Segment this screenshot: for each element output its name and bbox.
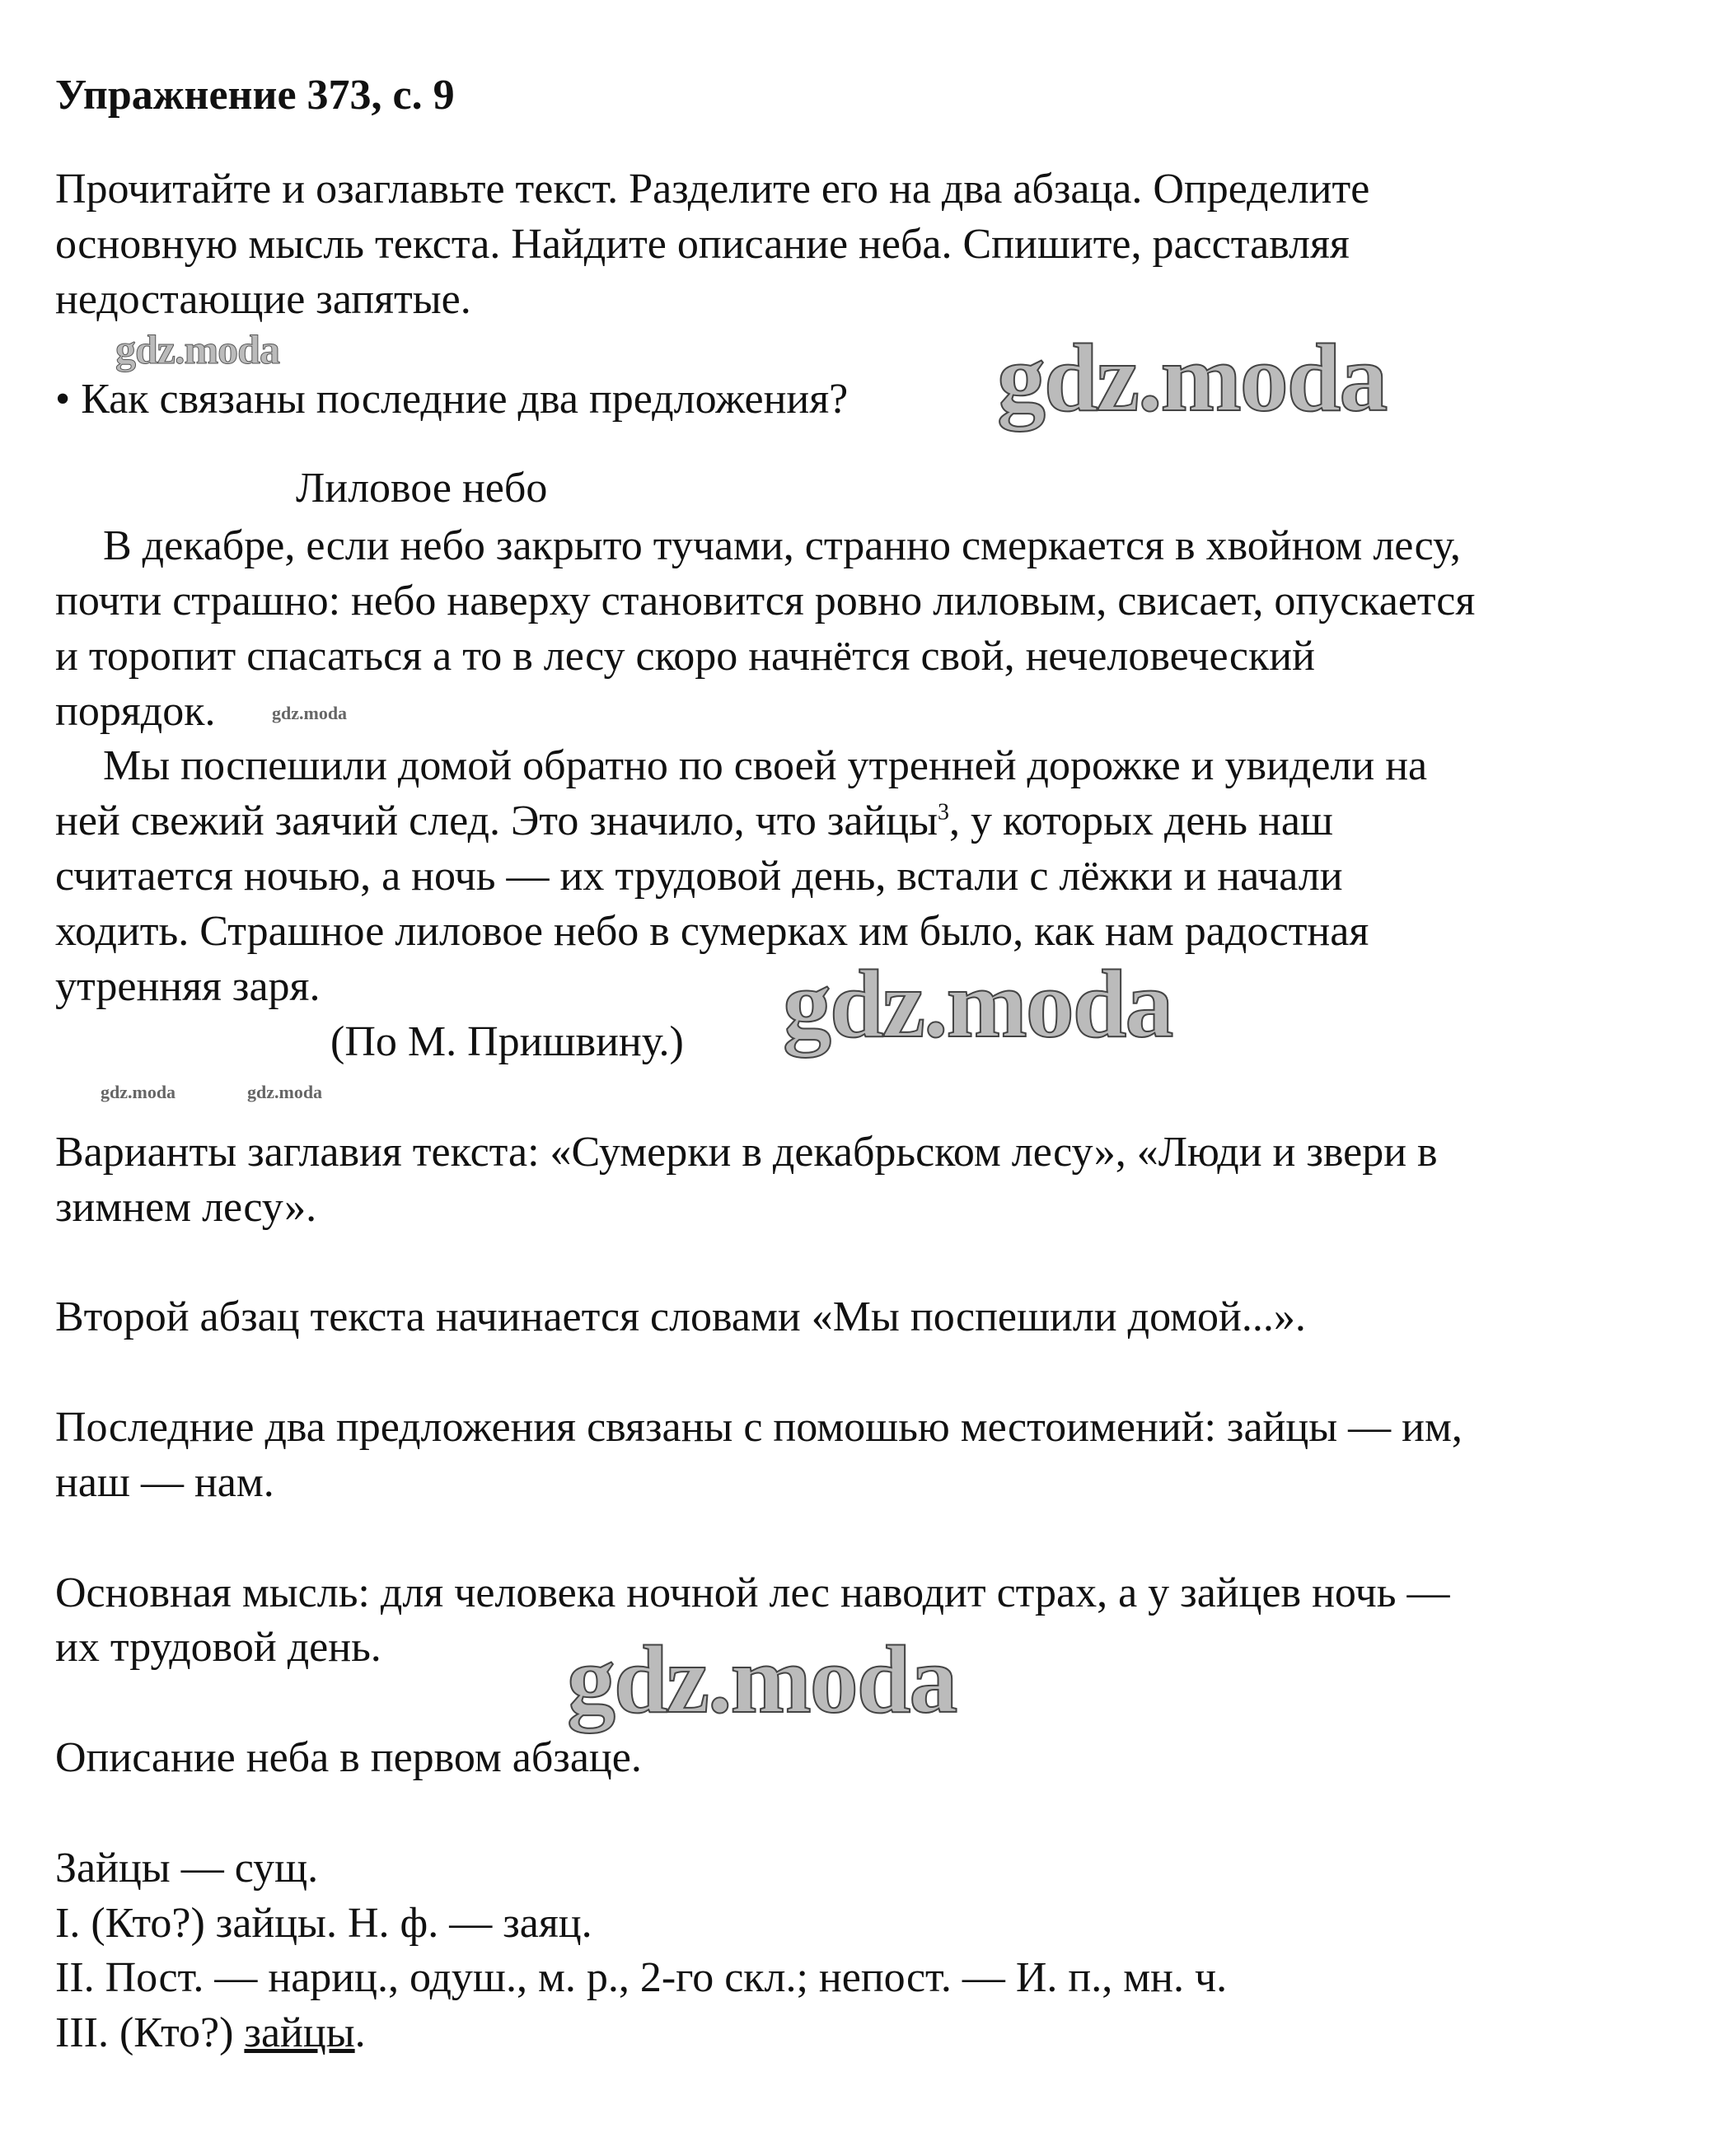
answer-line: Варианты заглавия текста: «Сумерки в декабрьском лесу», «Люди и звери в <box>55 1129 1438 1176</box>
answer-line: Основная мысль: для человека ночной лес наводит страх, а у зайцев ночь — <box>55 1569 1450 1616</box>
watermark: gdz.moda <box>247 1082 323 1102</box>
story-line <box>55 797 1333 846</box>
parse-line: Зайцы — сущ. <box>55 1845 319 1892</box>
parse-underlined: зайцы <box>244 2009 355 2056</box>
parse-line: II. Пост. — нариц., одуш., м. р., 2-го скл.; непост. — И. п., мн. ч. <box>55 1954 1228 2001</box>
answer-line: Последние два предложения связаны с помошью местоимений: зайцы — им, <box>55 1404 1463 1451</box>
answer-line: зимнем лесу». <box>55 1184 317 1231</box>
watermark: gdz.moda <box>783 950 1172 1058</box>
story-line: Мы поспешили домой обратно по своей утренней дорожке и увидели на <box>103 742 1428 789</box>
story-line: и торопит спасаться а то в лесу скоро начнётся свой, нечеловеческий <box>55 633 1315 680</box>
exercise-title: Упражнение 373, с. 9 <box>55 72 455 119</box>
story-text: ней свежий заячий след. Это значило, что зайцы <box>55 797 938 844</box>
story-line: В декабре, если небо закрыто тучами, странно смеркается в хвойном лесу, <box>103 522 1461 569</box>
watermark: gdz.moda <box>101 1082 176 1102</box>
story-text: , у которых день наш <box>949 797 1333 844</box>
story-line: утренняя заря. <box>55 963 321 1010</box>
watermark: gdz.moda <box>272 703 348 723</box>
watermark: gdz.moda <box>567 1625 957 1733</box>
story-line: порядок. <box>55 688 216 735</box>
parse-text: . <box>354 2009 366 2056</box>
task-line: Прочитайте и озаглавьте текст. Разделите его на два абзаца. Определите <box>55 166 1370 213</box>
story-line: почти страшно: небо наверху становится ровно лиловым, свисает, опускается <box>55 578 1476 624</box>
story-line: ходить. Страшное лиловое небо в сумерках им было, как нам радостная <box>55 908 1369 955</box>
story-attribution: (По М. Пришвину.) <box>330 1018 684 1065</box>
answer-line: Второй абзац текста начинается словами «Мы поспешили домой...». <box>55 1293 1306 1340</box>
footnote-mark: 3 <box>938 799 950 825</box>
answer-line: Описание неба в первом абзаце. <box>55 1734 642 1781</box>
story-line: считается ночью, а ночь — их трудовой день, встали с лёжки и начали <box>55 853 1343 900</box>
task-line: недостающие запятые. <box>55 276 471 323</box>
watermark: gdz.moda <box>997 324 1387 432</box>
answer-line: их трудовой день. <box>55 1624 381 1671</box>
story-heading: Лиловое небо <box>296 465 548 512</box>
task-line: основную мысль текста. Найдите описание неба. Спишите, расставляя <box>55 221 1350 268</box>
parse-line <box>55 2009 366 2058</box>
task-question: • Как связаны последние два предложения? <box>55 376 849 423</box>
parse-text: III. (Кто?) <box>55 2009 245 2056</box>
parse-line: I. (Кто?) зайцы. Н. ф. — заяц. <box>55 1900 592 1947</box>
answer-line: наш — нам. <box>55 1459 274 1506</box>
watermark: gdz.moda <box>115 326 279 372</box>
